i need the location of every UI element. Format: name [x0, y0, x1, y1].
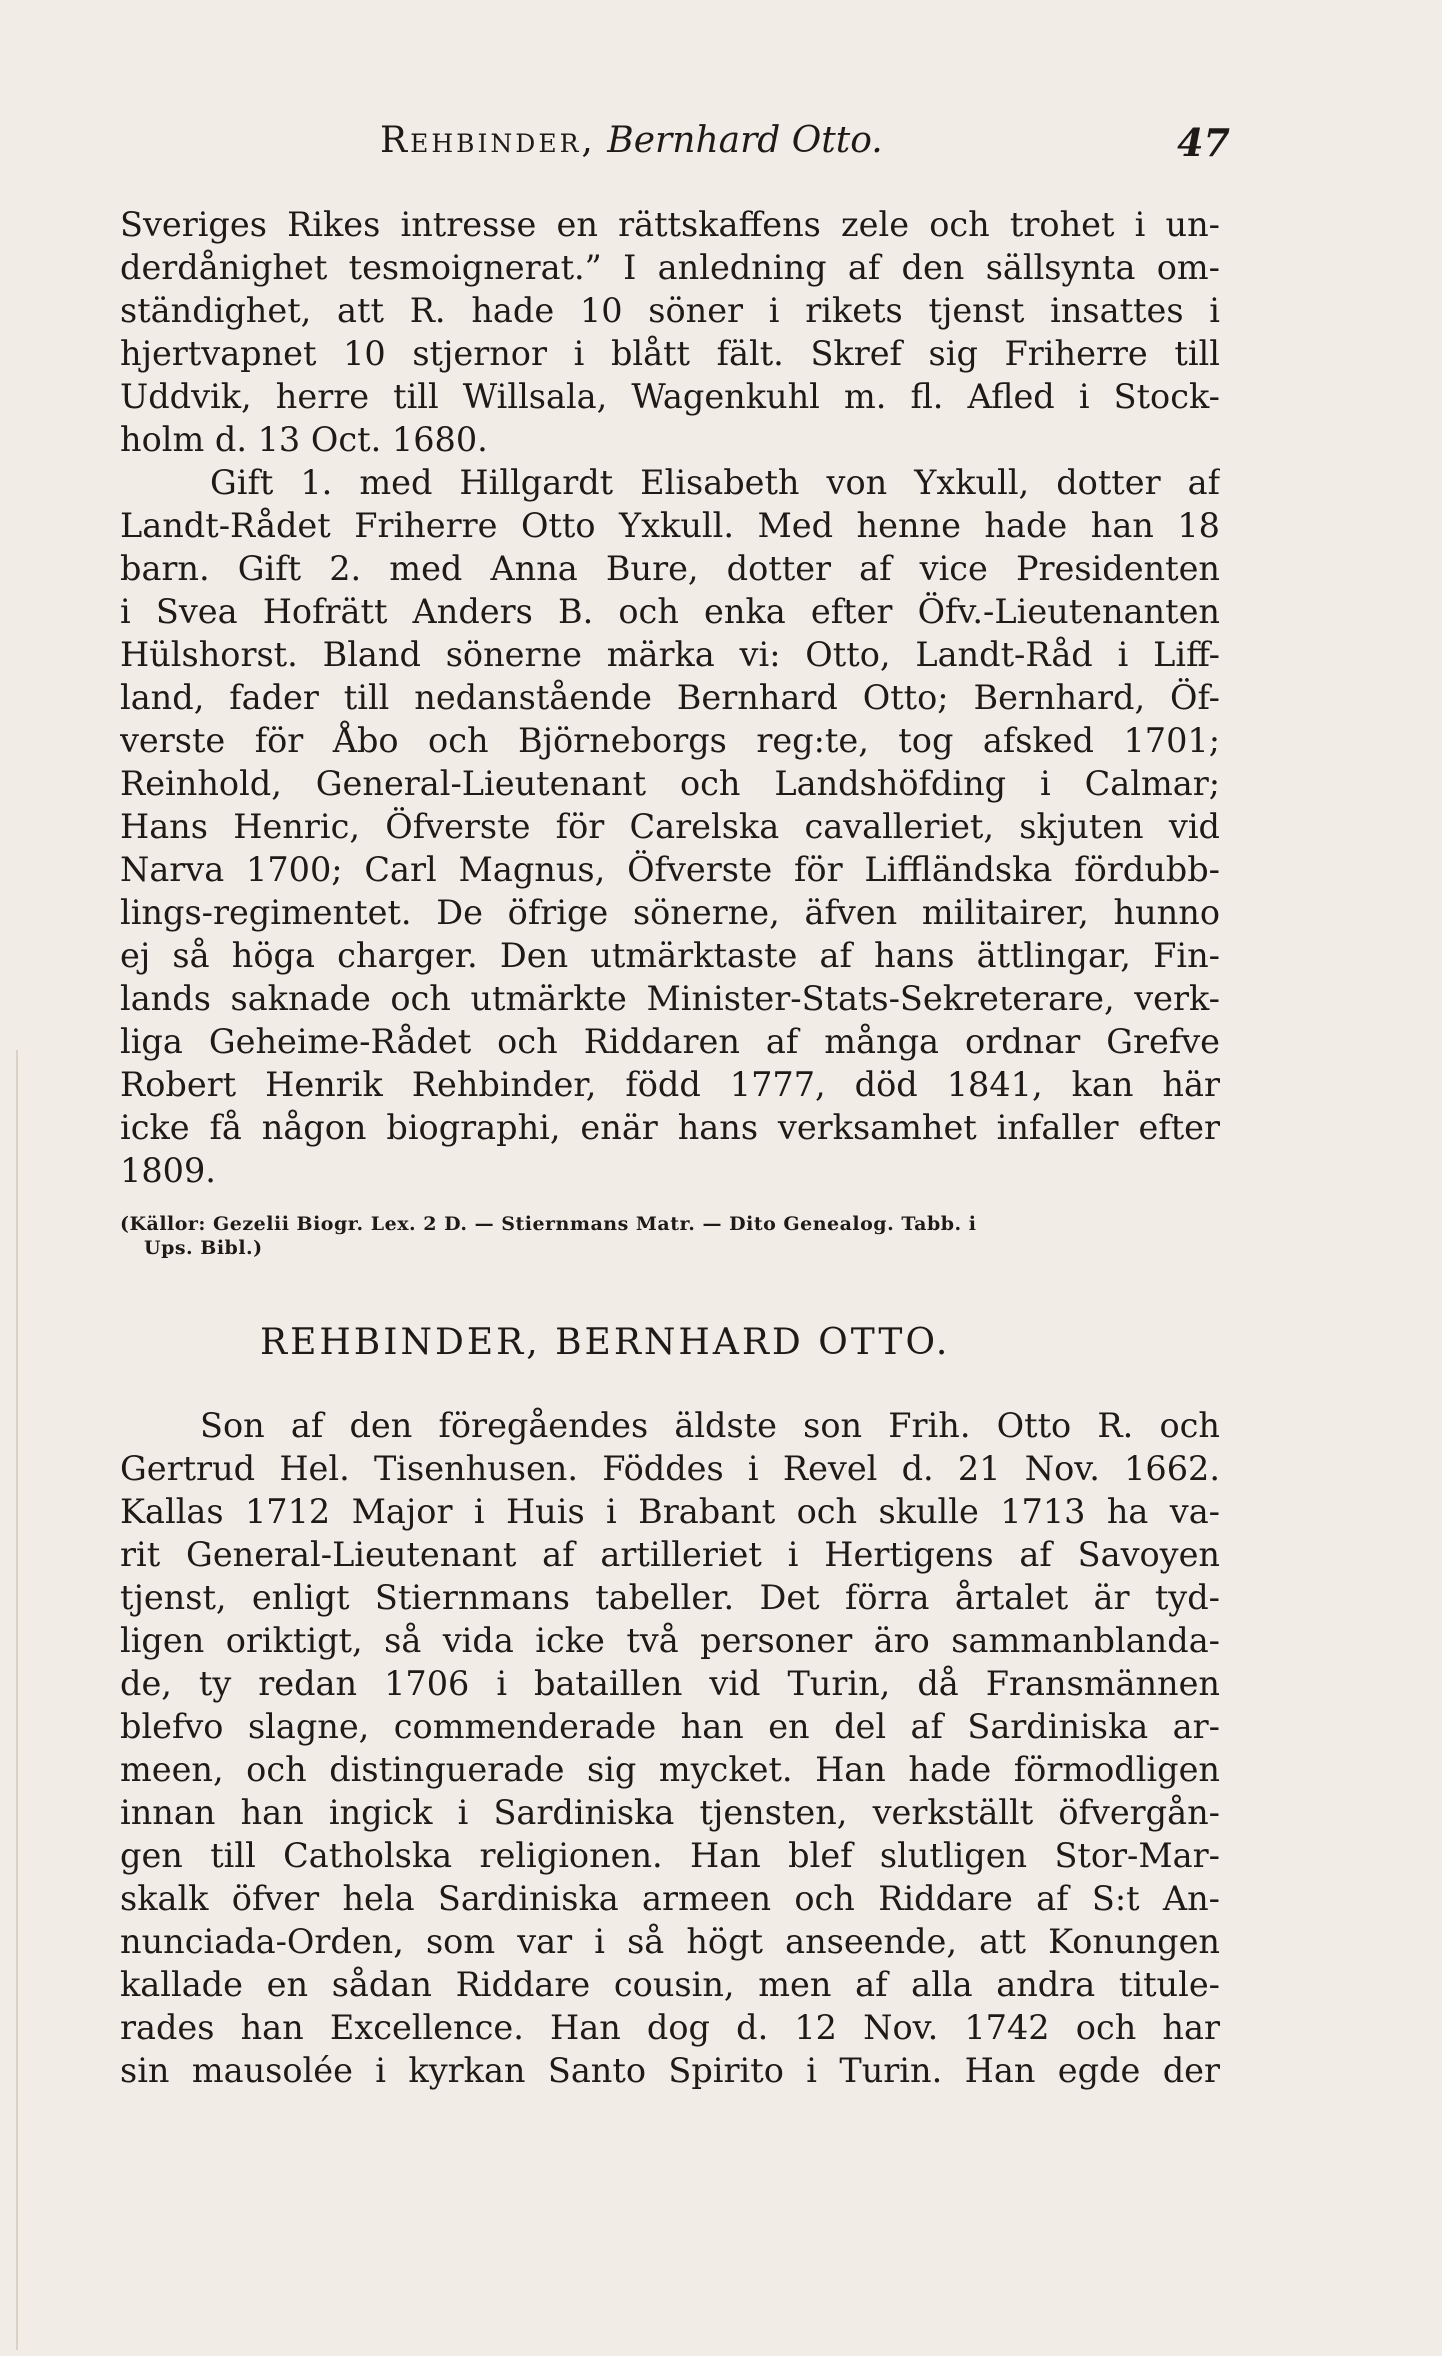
text-line: 1809. — [120, 1151, 216, 1190]
page-number: 47 — [1177, 120, 1230, 165]
text-line: Landt-Rådet Friherre Otto Yxkull. Med henne hade han 18 — [120, 506, 1220, 545]
text-line: barn. Gift 2. med Anna Bure, dotter af vice Presidenten — [120, 549, 1220, 588]
new-entry-text — [120, 1404, 1220, 2092]
text-line: Robert Henrik Rehbinder, född 1777, död 1841, kan här — [120, 1065, 1220, 1104]
text-line: kallade en sådan Riddare cousin, men af alla andra titule- — [120, 1965, 1220, 2004]
text-line: Kallas 1712 Major i Huis i Brabant och skulle 1713 ha va- — [120, 1492, 1220, 1531]
text-line: sin mausolée i kyrkan Santo Spirito i Turin. Han egde der — [120, 2051, 1220, 2090]
text-line: Son af den föregåendes äldste son Frih. Otto R. och — [200, 1406, 1220, 1445]
text-line: rit General-Lieutenant af artilleriet i Hertigens af Savoyen — [120, 1535, 1220, 1574]
text-line: lands saknade och utmärkte Minister-Stats-Sekreterare, verk- — [120, 979, 1220, 1018]
text-line: rades han Excellence. Han dog d. 12 Nov. 1742 och har — [120, 2008, 1220, 2047]
running-title-surname: Rehbinder, — [380, 120, 596, 161]
text-line: innan han ingick i Sardiniska tjensten, verkställt öfvergån- — [120, 1793, 1220, 1832]
entry-heading: REHBINDER, BERNHARD OTTO. — [260, 1322, 951, 1363]
text-line: Uddvik, herre till Willsala, Wagenkuhl m. fl. Afled i Stock- — [120, 377, 1220, 416]
text-line: derdånighet tesmoignerat.” I anledning af den sällsynta om- — [120, 248, 1220, 287]
text-line: Reinhold, General-Lieutenant och Landshöfding i Calmar; — [120, 764, 1220, 803]
running-title — [380, 120, 883, 161]
text-line: Hans Henric, Öfverste för Carelska cavalleriet, skjuten vid — [120, 807, 1220, 846]
text-line: lings-regimentet. De öfrige sönerne, äfven militairer, hunno — [120, 893, 1220, 932]
text-line: blefvo slagne, commenderade han en del af Sardiniska ar- — [120, 1707, 1220, 1746]
continued-entry-paragraph — [120, 203, 1220, 1192]
page-edge-shadow — [16, 1050, 18, 2350]
text-line: Narva 1700; Carl Magnus, Öfverste för Liffländska fördubb- — [120, 850, 1220, 889]
text-line: tjenst, enligt Stiernmans tabeller. Det förra årtalet är tyd- — [120, 1578, 1220, 1617]
new-entry-paragraph — [120, 1404, 1220, 2092]
text-line: de, ty redan 1706 i bataillen vid Turin, då Fransmännen — [120, 1664, 1220, 1703]
text-line: land, fader till nedanstående Bernhard Otto; Bernhard, Öf- — [120, 678, 1220, 717]
text-line: ej så höga charger. Den utmärktaste af hans ättlingar, Fin- — [120, 936, 1220, 975]
sources-line: Ups. Bibl.) — [144, 1237, 263, 1259]
text-line: meen, och distinguerade sig mycket. Han hade förmodligen — [120, 1750, 1220, 1789]
text-line: ligen oriktigt, så vida icke två personer äro sammanblanda- — [120, 1621, 1220, 1660]
text-line: i Svea Hofrätt Anders B. och enka efter Öfv.-Lieutenanten — [120, 592, 1220, 631]
text-line: Gertrud Hel. Tisenhusen. Föddes i Revel d. 21 Nov. 1662. — [120, 1449, 1220, 1488]
continued-entry-text — [120, 203, 1220, 1192]
text-line: ständighet, att R. hade 10 söner i rikets tjenst insattes i — [120, 291, 1220, 330]
sources-line: (Källor: Gezelii Biogr. Lex. 2 D. — Stiernmans Matr. — Dito Genealog. Tabb. i — [120, 1213, 977, 1235]
page-header — [120, 120, 1230, 170]
text-line: verste för Åbo och Björneborgs reg:te, tog afsked 1701; — [120, 721, 1220, 760]
text-line: nunciada-Orden, som var i så högt anseende, att Konungen — [120, 1922, 1220, 1961]
sources-note — [120, 1212, 1220, 1260]
text-line: liga Geheime-Rådet och Riddaren af många ordnar Grefve — [120, 1022, 1220, 1061]
text-line: Hülshorst. Bland sönerne märka vi: Otto, Landt-Råd i Liff- — [120, 635, 1220, 674]
text-line: Sveriges Rikes intresse en rättskaffens zele och trohet i un- — [120, 205, 1220, 244]
running-title-given-names: Bernhard Otto. — [607, 120, 883, 161]
text-line: Gift 1. med Hillgardt Elisabeth von Yxkull, dotter af — [210, 463, 1220, 502]
text-line: holm d. 13 Oct. 1680. — [120, 420, 488, 459]
text-line: skalk öfver hela Sardiniska armeen och Riddare af S:t An- — [120, 1879, 1220, 1918]
text-line: gen till Catholska religionen. Han blef slutligen Stor-Mar- — [120, 1836, 1220, 1875]
text-line: hjertvapnet 10 stjernor i blått fält. Skref sig Friherre till — [120, 334, 1220, 373]
text-line: icke få någon biographi, enär hans verksamhet infaller efter — [120, 1108, 1220, 1147]
